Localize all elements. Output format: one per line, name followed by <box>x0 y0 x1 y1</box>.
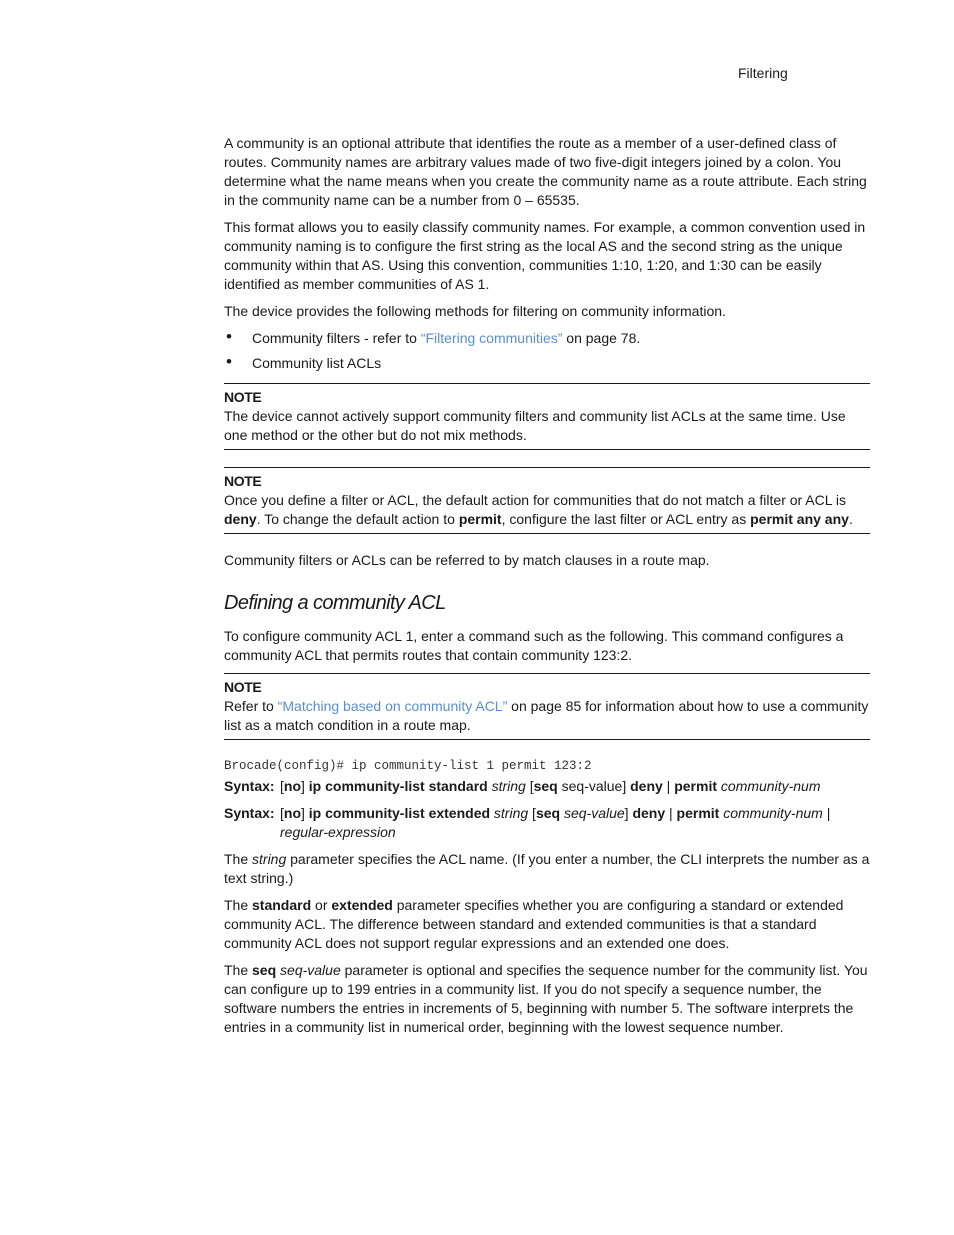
list-item: • Community filters - refer to “Filtering communities” on page 78. <box>224 329 870 348</box>
note-box-1 <box>224 383 870 450</box>
command-example: Brocade(config)# ip community-list 1 permit 123:2 <box>224 759 592 773</box>
string-description: The string parameter specifies the ACL name. (If you enter a number, the CLI interprets the number as a text string.) <box>224 851 870 886</box>
match-clause-paragraph: Community filters or ACLs can be referred to by match clauses in a route map. <box>224 552 710 568</box>
syntax-standard <box>224 777 870 796</box>
note-body: Refer to “Matching based on community ACL” on page 85 for information about how to use a community list as a match condition in a route map. <box>224 698 869 733</box>
note-box-3 <box>224 673 870 740</box>
note-title: NOTE <box>224 473 262 489</box>
page-content <box>224 134 870 1045</box>
note-title: NOTE <box>224 389 262 405</box>
standard-extended-description: The standard or extended parameter specifies whether you are configuring a standard or extended community ACL. The difference between standard and extended communities is that a standard community ACL does not support regular expressions and an extended one does. <box>224 897 844 951</box>
intro-paragraph-2: This format allows you to easily classify community names. For example, a common convention used in community naming is to configure the first string as the local AS and the second string as the unique community within that AS. Using this convention, communities 1:10, 1:20, and 1:30 can be easily identified as member communities of AS 1. <box>224 219 866 292</box>
list-item: • Community list ACLs <box>224 354 870 373</box>
syntax-label: Syntax: <box>224 778 275 794</box>
section-heading: Defining a community ACL <box>224 592 446 614</box>
note-body: Once you define a filter or ACL, the default action for communities that do not match a filter or ACL is deny. To change the default action to permit, configure the last filter or ACL entry as permit any any. <box>224 492 853 527</box>
running-header: Filtering <box>738 65 788 81</box>
seq-description: The seq seq-value parameter is optional and specifies the sequence number for the community list. You can configure up to 199 entries in a community list. If you do not specify a sequence number, the software numbers the entries in increments of 5, beginning with number 5. The software interprets the entries in a community list in numerical order, beginning with the lowest sequence number. <box>224 962 868 1035</box>
matching-community-acl-link[interactable]: “Matching based on community ACL” <box>277 698 508 714</box>
intro-paragraph-1: A community is an optional attribute that identifies the route as a member of a user-defined class of routes. Community names are arbitrary values made of two five-digit integers joined by a colon. You determine what the name means when you create the community name as a route attribute. Each string in the community name can be a number from 0 – 65535. <box>224 135 867 208</box>
note-box-2 <box>224 467 870 534</box>
syntax-label: Syntax: <box>224 805 275 821</box>
section-paragraph: To configure community ACL 1, enter a command such as the following. This command configures a community ACL that permits routes that contain community 123:2. <box>224 628 844 663</box>
intro-paragraph-3: The device provides the following methods for filtering on community information. <box>224 303 726 319</box>
note-title: NOTE <box>224 679 262 695</box>
syntax-body: [no] ip community-list standard string [seq seq-value] deny | permit community-num <box>280 778 821 794</box>
syntax-extended <box>224 804 870 842</box>
methods-list <box>224 329 870 373</box>
syntax-body: [no] ip community-list extended string [seq seq-value] deny | permit community-num | regular-expression <box>280 805 831 840</box>
filtering-communities-link[interactable]: “Filtering communities” <box>420 330 563 346</box>
note-body: The device cannot actively support community filters and community list ACLs at the same time. Use one method or the other but do not mix methods. <box>224 408 846 443</box>
